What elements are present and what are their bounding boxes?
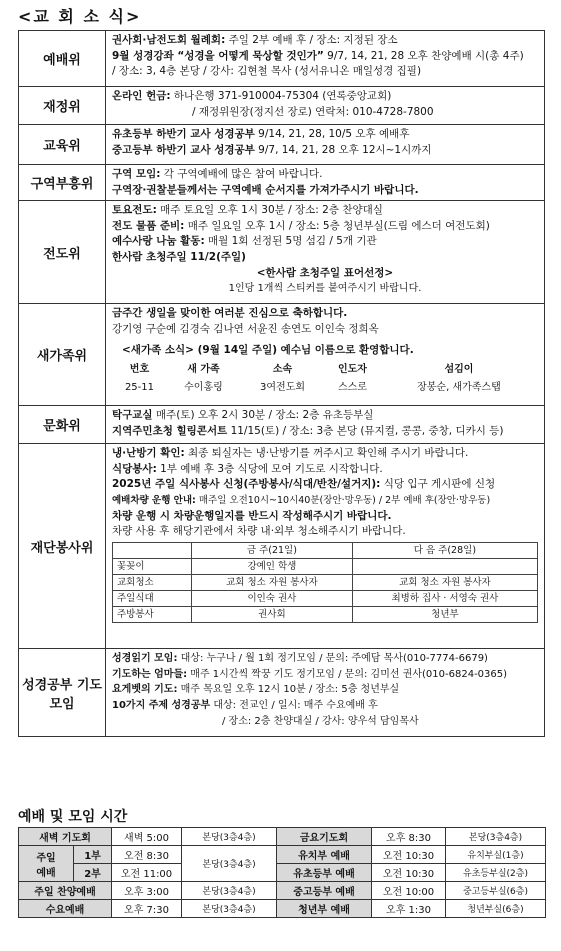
table-cell: 권사회 xyxy=(192,606,353,622)
line-bold: 전도 물품 준비: xyxy=(112,219,185,232)
line-bold: 9월 성경강좌 “성경을 어떻게 묵상할 것인가” xyxy=(112,49,324,62)
table-cell: 청년부 xyxy=(352,606,537,622)
table-row xyxy=(113,558,538,574)
line-text: / 재정위원장(정지선 장로) 연락처: 010-4728-7800 xyxy=(192,105,434,118)
line-bold: 차량 운행 시 차량운행일지를 반드시 작성해주시기 바랍니다. xyxy=(112,509,392,522)
section-label: 교육위 xyxy=(19,125,106,165)
table-cell: 장봉순, 새가족스탭 xyxy=(417,381,501,393)
line-bold: 구역 모임: xyxy=(112,168,161,180)
service-part: 1부 xyxy=(74,846,112,864)
line-bold: 냉·난방기 확인: xyxy=(112,447,185,460)
line-text: 9/7, 14, 21, 28 오후 찬양예배 시(총 4주) xyxy=(323,49,524,62)
section-district xyxy=(19,165,545,201)
service-name: 수요예배 xyxy=(19,900,112,918)
service-time: 오전 10:30 xyxy=(372,846,446,864)
line-bold: 한사람 초청주일 11/2(주일) xyxy=(112,250,246,263)
service-time: 오전 8:30 xyxy=(112,846,182,864)
service-place: 본당(3층4층) xyxy=(182,828,277,846)
table-cell: 강예인 학생 xyxy=(192,558,353,574)
table-cell: 25-11 xyxy=(124,381,154,393)
line-text: 강기영 구순예 김경숙 김나연 서윤진 송연도 이인숙 정희옥 xyxy=(112,322,379,335)
line-text: 하나은행 371-910004-75304 (연록중앙교회) xyxy=(170,90,392,102)
table-row xyxy=(113,606,538,622)
line-text: 매월 1회 선정된 5명 섬김 / 5개 기관 xyxy=(204,235,377,248)
table-row xyxy=(112,379,538,397)
header-cell: 섬김이 xyxy=(444,363,474,375)
service-time: 오후 3:00 xyxy=(112,882,182,900)
line-bold: 10가지 주제 성경공부 xyxy=(112,699,211,711)
sunday-service-label xyxy=(19,846,74,882)
section-label: 재정위 xyxy=(19,87,106,125)
table-cell: 교회 청소 자원 봉사자 xyxy=(352,574,537,590)
section-culture xyxy=(19,406,545,444)
line-bold: 예배차량 운행 안내: xyxy=(112,494,196,506)
table-cell xyxy=(352,558,537,574)
line-bold: 요게벳의 기도: xyxy=(112,684,178,696)
church-news-table xyxy=(18,30,545,737)
service-place: 유초등부실(2층) xyxy=(446,864,546,882)
section-label: 재단봉사위 xyxy=(19,444,106,649)
table-row xyxy=(19,864,546,882)
table-row xyxy=(19,846,546,864)
service-place: 본당(3층4층) xyxy=(182,882,277,900)
service-place: 본당(3층4층) xyxy=(182,846,277,882)
section-finance xyxy=(19,87,545,125)
table-cell: 교회 청소 자원 봉사자 xyxy=(192,574,353,590)
line-bold: 탁구교실 xyxy=(112,409,153,422)
table-cell: 스스로 xyxy=(337,381,367,393)
service-place: 청년부실(6층) xyxy=(446,900,546,918)
line-bold: 지역주민초청 힐링콘서트 xyxy=(112,424,228,437)
line-text: 매주 1시간씩 짝꿍 기도 정기모임 / 문의: 김미선 권사(010-6824-0365) xyxy=(187,668,508,680)
table-cell: 3여전도회 xyxy=(260,381,306,393)
service-place: 본당(3층4층) xyxy=(182,900,277,918)
header-cell: 번호 xyxy=(129,363,150,375)
line-text: 11/15(토) / 장소: 3층 본당 (뮤지컬, 콩콩, 중창, 디카시 등) xyxy=(227,424,504,437)
section-evangelism xyxy=(19,201,545,304)
line-text: 매주 목요일 오후 12시 10분 / 장소: 5층 청년부실 xyxy=(177,684,400,696)
line-text: 9/7, 14, 21, 28 오후 12시~1시까지 xyxy=(254,143,432,156)
table-row xyxy=(19,882,546,900)
line-text: / 장소: 2층 찬양대실 / 강사: 양우석 담임목사 xyxy=(222,715,419,727)
line-text: 매주일 오전10시~10시40분(장안·망우동) / 2부 예배 후(장안·망우동) xyxy=(195,494,491,506)
header-cell: 인도자 xyxy=(337,363,367,375)
line-text: 대상: 전교인 / 일시: 매주 수요예배 후 xyxy=(210,699,378,711)
table-row xyxy=(113,590,538,606)
table-row xyxy=(113,574,538,590)
duty-label: 주방봉사 xyxy=(113,606,192,622)
service-name: 청년부 예배 xyxy=(277,900,372,918)
line-bold: 권사회·남전도회 월례회: xyxy=(112,34,226,46)
service-time: 오전 10:30 xyxy=(372,864,446,882)
service-time: 오후 1:30 xyxy=(372,900,446,918)
sticker-note: 1인당 1개씩 스티커를 붙여주시기 바랍니다. xyxy=(228,283,422,295)
service-name: 금요기도회 xyxy=(277,828,372,846)
line-bold: 중고등부 하반기 교사 성경공부 xyxy=(112,143,255,156)
table-header xyxy=(112,361,538,379)
table-cell: 최병하 집사 · 서영숙 권사 xyxy=(352,590,537,606)
service-name: 새벽 기도회 xyxy=(19,828,112,846)
line-bold: 예수사랑 나눔 활동: xyxy=(112,235,205,248)
service-name: 주일 찬양예배 xyxy=(19,882,112,900)
page-title: <교 회 소 식> xyxy=(18,7,142,26)
table-row xyxy=(19,900,546,918)
service-place: 본당(3층4층) xyxy=(446,828,546,846)
line-bold: 성경읽기 모임: xyxy=(112,653,178,665)
schedule-title: 예배 및 모임 시간 xyxy=(18,809,128,825)
table-cell: 이인숙 권사 xyxy=(192,590,353,606)
new-family-table xyxy=(112,361,538,397)
section-label: 성경공부 기도모임 xyxy=(19,649,106,737)
section-label: 새가족위 xyxy=(19,304,106,406)
line-bold: 금주간 생일을 맞이한 여러분 진심으로 축하합니다. xyxy=(112,307,348,320)
service-time: 오후 8:30 xyxy=(372,828,446,846)
line-text: 주일 2부 예배 후 / 장소: 지정된 장소 xyxy=(225,34,398,46)
line-text: 최종 퇴실자는 냉·난방기를 꺼주시고 확인해 주시기 바랍니다. xyxy=(184,447,469,460)
next-week-header: 다 음 주(28일) xyxy=(352,542,537,558)
duty-label: 꽃꽂이 xyxy=(113,558,192,574)
section-label: 구역부흥위 xyxy=(19,165,106,201)
section-education xyxy=(19,125,545,165)
service-part: 2부 xyxy=(74,864,112,882)
section-foundation xyxy=(19,444,545,649)
section-newfamily xyxy=(19,304,545,406)
line-text: / 장소: 3, 4층 본당 / 강사: 김현철 목사 (성서유니온 매일성경 집필) xyxy=(112,65,422,78)
line-bold: 유초등부 하반기 교사 성경공부 xyxy=(112,128,255,140)
line-bold: 토요전도: xyxy=(112,204,157,217)
line-bold: 2025년 주일 식사봉사 신청(주방봉사/식대/반찬/설거지): xyxy=(112,478,381,491)
this-week-header: 금 주(21일) xyxy=(192,542,353,558)
header-cell: 새 가족 xyxy=(187,363,220,375)
service-time: 오전 10:00 xyxy=(372,882,446,900)
service-time: 오후 7:30 xyxy=(112,900,182,918)
line-text: 차량 사용 후 해당기관에서 차량 내·외부 청소해주시기 바랍니다. xyxy=(112,525,406,538)
line-text: 매주(토) 오후 2시 30분 / 장소: 2층 유초등부실 xyxy=(152,409,374,422)
service-name: 유초등부 예배 xyxy=(277,864,372,882)
slogan-heading: <한사람 초청주일 표어선정> xyxy=(256,266,394,279)
line-text: 9/14, 21, 28, 10/5 오후 예배후 xyxy=(254,128,410,140)
service-place: 유치부실(1층) xyxy=(446,846,546,864)
line-bold: 식당봉사: xyxy=(112,462,157,475)
line-text: 각 구역예배에 많은 참여 바랍니다. xyxy=(160,168,323,180)
table-header xyxy=(113,542,538,558)
duty-table xyxy=(112,542,538,623)
table-row xyxy=(19,828,546,846)
line-text: 식당 입구 게시판에 신청 xyxy=(380,478,496,491)
section-label: 전도위 xyxy=(19,201,106,304)
service-time: 새벽 5:00 xyxy=(112,828,182,846)
line-text: 대상: 누구나 / 월 1회 정기모임 / 문의: 주예담 목사(010-7774-6679) xyxy=(177,653,488,665)
section-worship xyxy=(19,31,545,87)
line-text: 1부 예배 후 3층 식당에 모여 기도로 시작합니다. xyxy=(156,462,383,475)
schedule-table xyxy=(18,827,546,918)
section-bible-study xyxy=(19,649,545,737)
service-name: 유치부 예배 xyxy=(277,846,372,864)
service-name: 중고등부 예배 xyxy=(277,882,372,900)
section-label: 문화위 xyxy=(19,406,106,444)
sunday-label-line: 주일 xyxy=(36,852,56,864)
line-text: 매주 토요일 오후 1시 30분 / 장소: 2층 찬양대실 xyxy=(156,204,383,217)
empty-header-cell xyxy=(113,542,192,558)
table-cell: 수이홍링 xyxy=(184,381,223,393)
sunday-label-line: 예배 xyxy=(36,867,56,879)
line-bold: 구역장·권찰분들께서는 구역예배 순서지를 가져가주시기 바랍니다. xyxy=(112,183,419,196)
service-place: 중고등부실(6층) xyxy=(446,882,546,900)
service-time: 오전 11:00 xyxy=(112,864,182,882)
line-bold: 기도하는 엄마들: xyxy=(112,668,188,680)
duty-label: 주일식대 xyxy=(113,590,192,606)
duty-label: 교회청소 xyxy=(113,574,192,590)
new-family-announcement: <새가족 소식> (9월 14일 주일) 예수님 이름으로 환영합니다. xyxy=(122,344,414,357)
header-cell: 소속 xyxy=(272,363,293,375)
line-bold: 온라인 헌금: xyxy=(112,90,171,102)
line-text: 매주 일요일 오후 1시 / 장소: 5층 청년부실(드림 에스더 여전도회) xyxy=(184,219,490,232)
section-label: 예배위 xyxy=(19,31,106,87)
